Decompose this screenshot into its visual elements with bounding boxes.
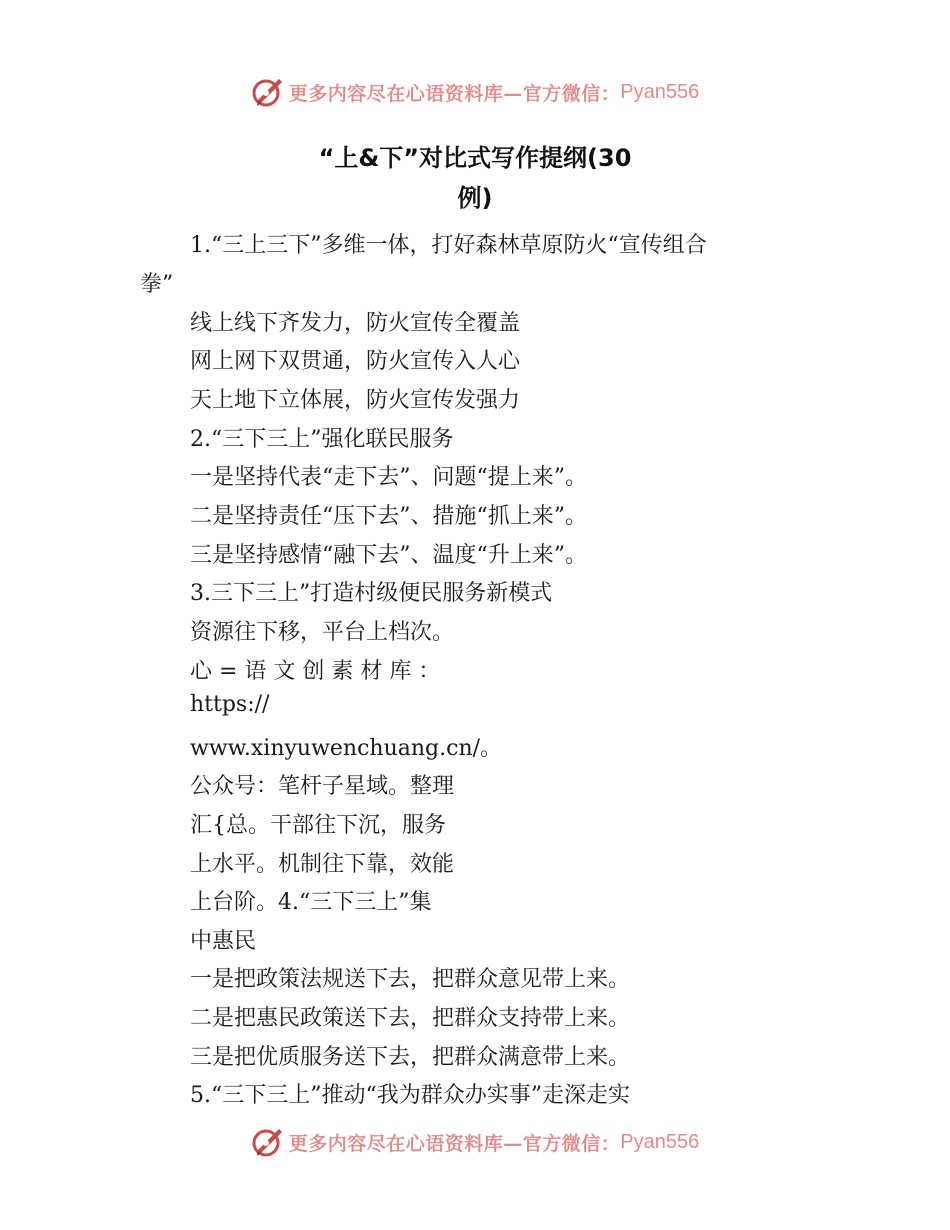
body-line: 3.三下三上”打造村级便民服务新模式 <box>190 581 553 606</box>
body-line: 资源往下移，平台上档次。 <box>190 620 455 645</box>
banner-text: 更多内容尽在心语资料库—官方微信： <box>288 82 621 105</box>
banner-wechat-id: Pyan556 <box>620 1130 700 1153</box>
body-line: 二是坚持责任“压下去”、措施“抓上来”。 <box>190 504 587 529</box>
body-line: 5.“三下三上”推动“我为群众办实事”走深走实 <box>190 1083 630 1108</box>
body-line: 1.“三上三下”多维一体，打好森林草原防火“宣传组合 <box>190 233 707 258</box>
body-line: www.xinyuwenchuang.cn/。 <box>190 736 503 761</box>
body-line: 二是把惠民政策送下去，把群众支持带上来。 <box>190 1006 631 1031</box>
quill-logo-icon <box>251 75 285 109</box>
banner-text: 更多内容尽在心语资料库—官方微信： <box>288 1132 621 1155</box>
body-line: 上台阶。4.“三下三上”集 <box>190 890 432 915</box>
body-line: 心 = 语 文 创 素 材 库 ： <box>190 659 441 684</box>
body-line: 一是坚持代表“走下去”、问题“提上来”。 <box>190 465 587 490</box>
document-title-continued: 例) <box>457 184 493 212</box>
header-banner <box>0 72 950 112</box>
footer-banner <box>0 1122 950 1162</box>
body-line: 上水平。机制往下靠，效能 <box>190 852 455 877</box>
body-line: 三是把优质服务送下去，把群众满意带上来。 <box>190 1045 631 1070</box>
banner-wechat-id: Pyan556 <box>620 80 700 103</box>
body-line: https:// <box>190 692 270 717</box>
body-line: 线上线下齐发力，防火宣传全覆盖 <box>190 311 521 336</box>
body-line: 2.“三下三上”强化联民服务 <box>190 427 454 452</box>
body-line: 中惠民 <box>190 929 257 954</box>
body-line: 汇{总。干部往下沉，服务 <box>190 813 446 838</box>
body-line: 一是把政策法规送下去，把群众意见带上来。 <box>190 967 631 992</box>
body-line: 公众号：笔杆子星域。整理 <box>190 774 455 799</box>
body-line: 网上网下双贯通，防火宣传入人心 <box>190 349 521 374</box>
body-line: 天上地下立体展，防火宣传发强力 <box>190 388 521 413</box>
body-line: 三是坚持感情“融下去”、温度“升上来”。 <box>190 543 587 568</box>
document-title: “上&下”对比式写作提纲(30 <box>318 144 632 172</box>
quill-logo-icon <box>251 1125 285 1159</box>
body-line: 拳” <box>140 272 174 297</box>
